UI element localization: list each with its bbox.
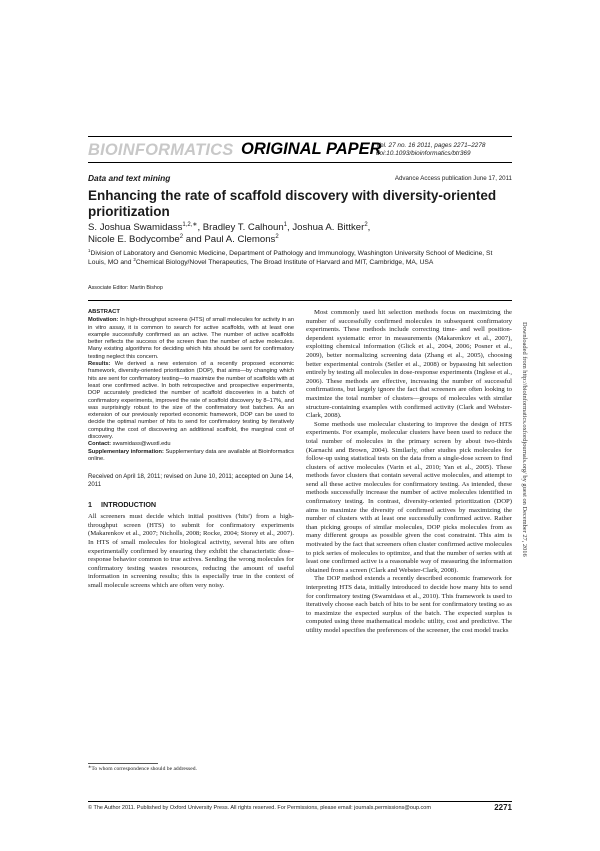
abstract-text: Supplementary data are available at Bioinformatics online. bbox=[88, 448, 294, 462]
section-number: 1 bbox=[88, 500, 92, 510]
citation-info bbox=[376, 142, 485, 158]
author-affiliation-mark: 2 bbox=[364, 222, 368, 228]
citation-volume: Vol. 27 no. 16 2011, pages 2271–2278 bbox=[376, 142, 486, 149]
citation-doi: doi:10.1093/bioinformatics/btr369 bbox=[376, 150, 471, 157]
author-name: S. Joshua Swamidass bbox=[88, 222, 183, 233]
abstract-contact bbox=[88, 441, 294, 448]
header-top-rule bbox=[88, 136, 512, 137]
abstract-motivation bbox=[88, 317, 294, 361]
paper-title: Enhancing the rate of scaffold discovery with diversity-oriented prioritization bbox=[88, 188, 497, 219]
download-stamp-text: Downloaded from http://bioinformatics.oxfordjournals.org/ by guest on December 27, 2016 bbox=[521, 322, 528, 557]
abstract-heading: ABSTRACT bbox=[88, 309, 120, 315]
author-list bbox=[88, 222, 512, 246]
affiliation-mark: 1 bbox=[88, 248, 91, 253]
author-name: Nicole E. Bodycombe bbox=[88, 234, 180, 245]
abstract-label: Results: bbox=[88, 361, 111, 368]
journal-name: BIOINFORMATICS bbox=[88, 141, 234, 159]
section-heading bbox=[88, 500, 294, 509]
left-column bbox=[88, 309, 294, 591]
section-title: INTRODUCTION bbox=[101, 500, 157, 510]
affiliation-mark: 2 bbox=[133, 256, 136, 262]
right-column bbox=[306, 309, 512, 636]
author-affiliation-mark: 2 bbox=[179, 234, 184, 240]
author-name: and Paul A. Clemons bbox=[183, 234, 276, 245]
affiliation-text: Chemical Biology/Novel Therapeutics, The Broad Institute of Harvard and MIT, Cambridge, MA, USA bbox=[135, 258, 434, 266]
footnote-text: To whom correspondence should be addressed. bbox=[91, 766, 197, 772]
author-affiliation-mark: 1,2,∗ bbox=[182, 222, 198, 228]
abstract-text: In high-throughput screens (HTS) of small molecules for activity in an in vitro assay, it is common to search for active scaffolds, with at least one example successfully confirmed as an active. The number of active scaffolds better reflects the success of the screen than the number of active molecules. Many existing algorithms for deciding which hits should be sent for confirmatory testing neglect this concern. bbox=[88, 317, 294, 360]
front-matter-rule bbox=[88, 300, 512, 301]
author-affiliation-mark: 1 bbox=[283, 222, 287, 228]
received-dates: Received on April 18, 2011; revised on June 10, 2011; accepted on June 14, 2011 bbox=[88, 473, 294, 489]
section-tag: Data and text mining bbox=[88, 173, 171, 183]
paragraph: Some methods use molecular clustering to improve the design of HTS experiments. For example, molecular clusters have been used to reduce the total number of molecules in the primary screen by about two-thirds (Karnachi and Brown, 2004). Similarly, other studies pick molecules for follow-up using statistical tests on the data from a single-dose screen to find clusters of active molecules (Varin et al., 2010; Yan et al., 2005). These methods favor clusters that contain several active molecules, and attempt to send all these active molecules for confirmatory testing. As intended, these methods successfully increase the number of active molecules identified in confirmatory testing. In contrast, diversity-oriented prioritization (DOP) aims to maximize the diversity of confirmed actives by maximizing the number of clusters with at least one successfully confirmed active. Rather than picking groups of similar molecules, DOP picks molecules from as many different groups as possible given the cost constraint. This aim is motivated by the fact that screeners often cluster confirmed active molecules to pick series of molecules to optimize, and that the number of series with at least one confirmed active is a reasonable way of measuring the information obtained from a screen (Clark and Webster-Clark, 2008). bbox=[306, 420, 512, 574]
footer-rule bbox=[88, 801, 512, 802]
abstract-results bbox=[88, 361, 294, 441]
author-separator: , bbox=[367, 222, 371, 233]
intro-body bbox=[88, 513, 294, 590]
author-name: , Bradley T. Calhoun bbox=[197, 222, 284, 233]
paragraph: Most commonly used hit selection methods focus on maximizing the number of successfully confirmed molecules in subsequent confirmatory experiments. These methods include correcting time- and well position-dependent systematic error in measurements (Makarenkov et al., 2007), exploiting chemical information (Glick et al., 2004, 2006; Posner et al., 2009), better normalizing screening data (Zhang et al., 2005), choosing better experimental controls (Seiler et al., 2008) or bypassing hit selection entirely by testing all molecules in dose-response experiments (Inglese et al., 2006). These methods are effective, increasing the number of successful confirmations, but largely ignore the fact that screeners are often looking to maximize the total number of clusters—groups of molecules with similar structure-containing examples with confirmed activity (Clark and Webster-Clark, 2008). bbox=[306, 309, 512, 420]
abstract-label: Motivation: bbox=[88, 317, 119, 324]
abstract bbox=[88, 309, 294, 463]
abstract-supplementary bbox=[88, 449, 294, 464]
abstract-label: Contact: bbox=[88, 441, 112, 448]
paragraph: All screeners must decide which initial positives ('hits') from a high-throughput screen (HTS) to submit for confirmatory experiments (Makarenkov et al., 2007; Nicholls, 2008; Rocke, 2004; Storey et al., 2007). In HTS of small molecules for biological activity, several hits are often experimentally confirmed by ensuring they exhibit the characteristic dose–response behavior common to true actives. Sending the wrong molecules for confirmatory testing wastes resources, reducing the amount of useful information in screening results; this is especially true in the context of small molecule screens which are often very noisy. bbox=[88, 513, 294, 589]
page-number: 2271 bbox=[494, 803, 512, 812]
paragraph: The DOP method extends a recently described economic framework for interpreting HTS data, initially introduced to decide how many hits to send for confirmatory testing (Swamidass et al., 2010). This framework is used to iteratively choose each batch of hits to be sent for confirmatory testing so as to maximize the expected surplus of the batch. The expected surplus is computed using three mathematical models: utility, cost and predictive. The utility model specifies the preferences of the screener, the cost model tracks bbox=[306, 575, 512, 634]
author-name: , Joshua A. Bittker bbox=[287, 222, 365, 233]
footnote-rule bbox=[88, 763, 158, 764]
footnote bbox=[88, 766, 197, 772]
author-affiliation-mark: 2 bbox=[275, 234, 279, 240]
advance-access-date: Advance Access publication June 17, 2011 bbox=[394, 175, 512, 182]
paper-type: ORIGINAL PAPER bbox=[241, 140, 382, 158]
affiliations bbox=[88, 250, 512, 267]
header-bottom-rule bbox=[88, 162, 512, 163]
associate-editor: Associate Editor: Martin Bishop bbox=[88, 285, 163, 291]
download-stamp bbox=[521, 322, 529, 652]
abstract-text: We derived a new extension of a recently proposed economic framework, diversity-oriented prioritization (DOP), that aims—by changing which hits are sent for confirmatory testing—to maximize the number of scaffolds with at least one confirmed active. In both retrospective and prospective experiments, DOP accurately predicted the number of scaffold discoveries in a batch of confirmatory experiments, improved the rate of scaffold discovery by 8–17%, and was surprisingly robust to the size of the confirmatory test batches. As an extension of our previously reported economic framework, DOP can be used to decide the optimal number of hits to send for confirmatory testing by iteratively computing the cost of discovering an additional scaffold, the marginal cost of discovery. bbox=[88, 361, 294, 441]
footnote-symbol: ∗ bbox=[88, 764, 92, 769]
abstract-label: Supplementary information: bbox=[88, 448, 164, 455]
affiliation-text: Division of Laboratory and Genomic Medicine, Department of Pathology and Immunology, Washington University School of Medicine, St Louis, MO and bbox=[88, 250, 493, 266]
copyright-line: © The Author 2011. Published by Oxford University Press. All rights reserved. For Permissions, please email: journals.permissions@oup.com bbox=[88, 805, 431, 811]
contact-email: swamidass@wustl.edu bbox=[111, 441, 171, 448]
